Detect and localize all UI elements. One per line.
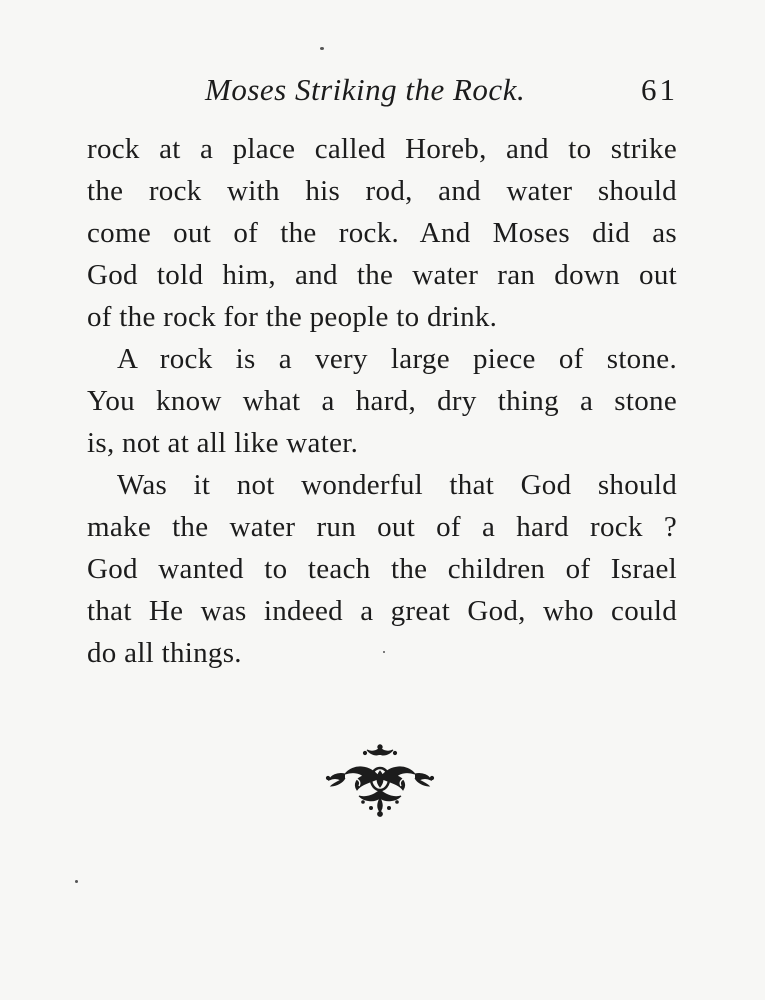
text-line: rock at a place called Horeb, and to strike (87, 133, 677, 165)
paragraph-1 (87, 128, 677, 338)
body-text (87, 128, 677, 674)
paper-speck (320, 47, 324, 50)
paper-speck (383, 651, 385, 653)
text-line: do all things. (87, 637, 242, 669)
text-line: Was it not wonderful that God should (117, 469, 677, 501)
text-line: make the water run out of a hard rock ? (87, 511, 677, 543)
paper-speck (75, 880, 78, 883)
text-line: of the rock for the people to drink. (87, 301, 498, 333)
text-line: the rock with his rod, and water should (87, 175, 677, 207)
page-number: 61 (641, 72, 678, 107)
text-line: God told him, and the water ran down out (87, 259, 677, 291)
text-line: is, not at all like water. (87, 427, 359, 459)
text-line: God wanted to teach the children of Israel (87, 553, 677, 585)
running-title: Moses Striking the Rock. (205, 72, 526, 107)
paragraph-2 (87, 338, 677, 464)
text-line: come out of the rock. And Moses did as (87, 217, 677, 249)
floral-ornament-icon (325, 742, 435, 818)
text-line: that He was indeed a great God, who could (87, 595, 677, 627)
page-header (0, 72, 765, 112)
text-line: A rock is a very large piece of stone. (117, 343, 677, 375)
text-line: You know what a hard, dry thing a stone (87, 385, 677, 417)
paragraph-3 (87, 464, 677, 674)
